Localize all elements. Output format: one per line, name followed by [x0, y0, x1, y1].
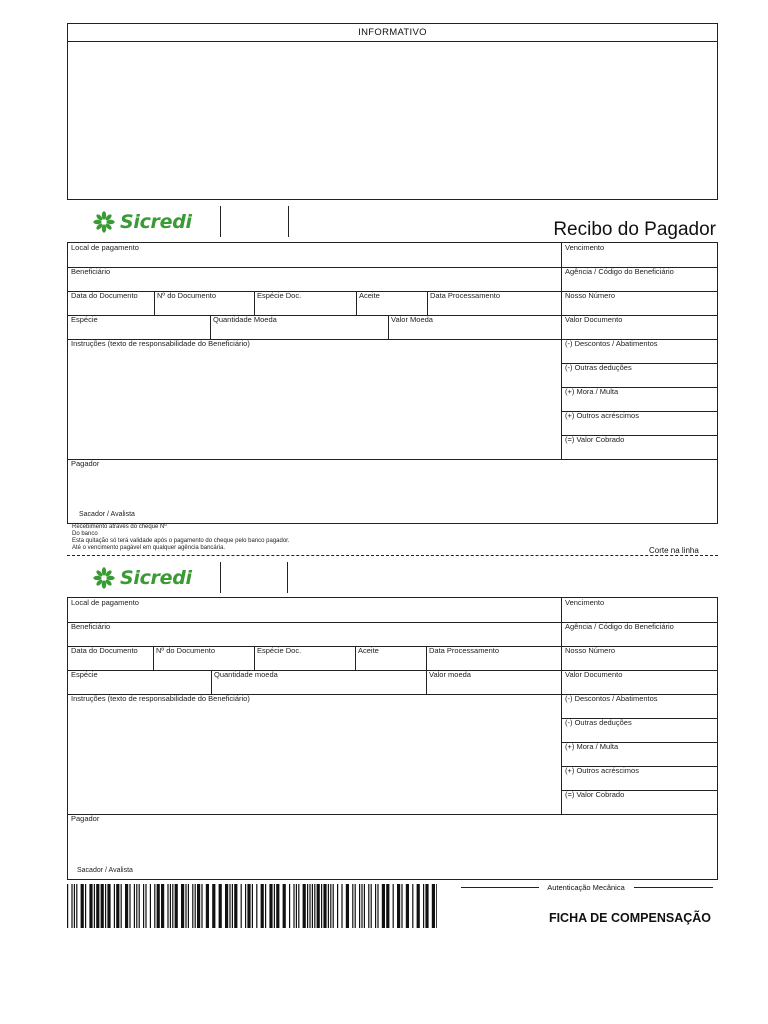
barcode-bar: [368, 884, 369, 928]
barcode-bar: [423, 884, 424, 928]
barcode-bar: [105, 884, 106, 928]
barcode-bar: [85, 884, 86, 928]
barcode-bar: [232, 884, 233, 928]
barcode-bar: [352, 884, 353, 928]
barcode-bar: [101, 884, 104, 928]
barcode-bar: [212, 884, 215, 928]
barcode-bar: [139, 884, 140, 928]
ficha-instrucoes-label: Instruções (texto de responsabilidade do Beneficiário): [71, 694, 250, 703]
recibo-note-cheque: Recebimento através do cheque Nº: [72, 524, 167, 530]
recibo-outras-deducoes-label: (-) Outras deduções: [565, 363, 632, 372]
autenticacao-line-right: [634, 887, 713, 888]
ficha-data-processamento-label: Data Processamento: [429, 646, 500, 655]
barcode-bar: [206, 884, 209, 928]
recibo-valor-documento-label: Valor Documento: [565, 315, 623, 324]
barcode-bar: [94, 884, 95, 928]
barcode-bar: [154, 884, 155, 928]
barcode-bar: [89, 884, 92, 928]
barcode-bar: [337, 884, 338, 928]
informativo-title: INFORMATIVO: [358, 27, 427, 38]
barcode-bar: [436, 884, 437, 928]
barcode-bar: [303, 884, 306, 928]
ficha-outros-acrescimos-label: (+) Outros acréscimos: [565, 766, 639, 775]
recibo-descontos-label: (-) Descontos / Abatimentos: [565, 339, 658, 348]
barcode-bar: [382, 884, 385, 928]
barcode-bar: [359, 884, 360, 928]
sicredi-logo-text: Sicredi: [120, 567, 192, 589]
bank-code-divider-right: [288, 206, 289, 237]
barcode-bar: [265, 884, 266, 928]
barcode-bar: [247, 884, 250, 928]
ficha-beneficiario-label: Beneficiário: [71, 622, 111, 631]
recibo-data-processamento-label: Data Processamento: [430, 291, 501, 300]
barcode-bar: [188, 884, 189, 928]
barcode-bar: [175, 884, 178, 928]
barcode-bar: [129, 884, 130, 928]
recibo-numero-documento-label: Nº do Documento: [157, 291, 217, 300]
ficha-sacador-label: Sacador / Avalista: [77, 867, 133, 874]
barcode-bar: [309, 884, 310, 928]
barcode-bar: [150, 884, 151, 928]
barcode-bar: [307, 884, 308, 928]
barcode-bar: [321, 884, 322, 928]
barcode-bar: [161, 884, 164, 928]
barcode-bar: [393, 884, 394, 928]
barcode-bar: [417, 884, 420, 928]
recibo-title: Recibo do Pagador: [553, 219, 716, 240]
barcode-bar: [136, 884, 137, 928]
recibo-aceite-label: Aceite: [359, 291, 380, 300]
barcode-bar: [143, 884, 144, 928]
barcode-bar: [377, 884, 378, 928]
ficha-bank-code-divider-left: [220, 562, 221, 593]
barcode-bar: [361, 884, 362, 928]
barcode-bar: [74, 884, 75, 928]
recibo-quantidade-moeda-label: Quantidade Moeda: [213, 315, 277, 324]
recibo-valor-moeda-label: Valor Moeda: [391, 315, 433, 324]
barcode-bar: [107, 884, 110, 928]
cut-line: [67, 555, 718, 556]
barcode-bar: [170, 884, 171, 928]
ficha-valor-moeda-label: Valor moeda: [429, 670, 471, 679]
barcode-bar: [375, 884, 376, 928]
barcode-bar: [397, 884, 400, 928]
barcode-bar: [116, 884, 119, 928]
ficha-quantidade-moeda-label: Quantidade moeda: [214, 670, 278, 679]
barcode-bar: [252, 884, 253, 928]
bank-code-divider-left: [220, 206, 221, 237]
barcode-bar: [225, 884, 228, 928]
recibo-pagador-label: Pagador: [71, 459, 100, 468]
recibo-form: [67, 242, 718, 524]
ficha-valor-cobrado-label: (=) Valor Cobrado: [565, 790, 625, 799]
barcode-bar: [386, 884, 389, 928]
barcode-bar: [157, 884, 160, 928]
barcode-bar: [412, 884, 413, 928]
barcode-bar: [333, 884, 334, 928]
barcode-bar: [274, 884, 275, 928]
ficha-agencia-label: Agência / Código do Beneficiário: [565, 622, 674, 631]
barcode-bar: [312, 884, 313, 928]
recibo-local-pagamento-label: Local de pagamento: [71, 243, 139, 252]
barcode-bar: [432, 884, 435, 928]
barcode-bar: [96, 884, 99, 928]
recibo-outros-acrescimos-label: (+) Outros acréscimos: [565, 411, 639, 420]
ficha-mora-multa-label: (+) Mora / Multa: [565, 742, 619, 751]
recibo-mora-multa-label: (+) Mora / Multa: [565, 387, 619, 396]
barcode-bar: [364, 884, 365, 928]
barcode-bar: [195, 884, 196, 928]
ficha-data-documento-label: Data do Documento: [71, 646, 138, 655]
barcode-bar: [125, 884, 128, 928]
recibo-valor-cobrado-label: (=) Valor Cobrado: [565, 435, 625, 444]
ficha-bank-code-divider-right: [287, 562, 288, 593]
recibo-nosso-numero-label: Nosso Número: [565, 291, 616, 300]
recibo-data-documento-label: Data do Documento: [71, 291, 138, 300]
recibo-note-banco: Do banco: [72, 531, 98, 537]
barcode-bar: [261, 884, 264, 928]
barcode-bar: [241, 884, 242, 928]
barcode-bar: [323, 884, 326, 928]
barcode-bar: [296, 884, 297, 928]
sicredi-logo-icon: [92, 210, 116, 234]
barcode-bar: [317, 884, 320, 928]
ficha-descontos-label: (-) Descontos / Abatimentos: [565, 694, 658, 703]
barcode-bar: [229, 884, 230, 928]
cut-line-label: Corte na linha: [649, 546, 699, 555]
barcode-bar: [185, 884, 186, 928]
sicredi-logo-text: Sicredi: [120, 211, 192, 233]
barcode-bar: [181, 884, 184, 928]
sicredi-logo-ficha: [92, 565, 192, 591]
barcode-bar: [201, 884, 202, 928]
barcode-bar: [276, 884, 279, 928]
ficha-pagador-label: Pagador: [71, 814, 100, 823]
barcode-bar: [67, 884, 68, 928]
barcode-bar: [192, 884, 193, 928]
recibo-note-quitacao: Esta quitação só terá validade após o pagamento do cheque pelo banco pagador.: [72, 538, 290, 544]
sicredi-logo-icon: [92, 566, 116, 590]
barcode-bar: [289, 884, 290, 928]
recibo-beneficiario-label: Beneficiário: [71, 267, 111, 276]
barcode-bar: [283, 884, 286, 928]
barcode-bar: [330, 884, 331, 928]
informativo-box: [67, 23, 718, 200]
barcode-bar: [81, 884, 84, 928]
barcode-bar: [425, 884, 428, 928]
recibo-note-vencimento: Até o vencimento pagável em qualquer agência bancária.: [72, 545, 226, 551]
recibo-especie-label: Espécie: [71, 315, 98, 324]
barcode-bar: [401, 884, 402, 928]
barcode-bar: [167, 884, 168, 928]
barcode-bar: [341, 884, 342, 928]
barcode-bar: [256, 884, 257, 928]
ficha-local-pagamento-label: Local de pagamento: [71, 598, 139, 607]
autenticacao-label: Autenticação Mecânica: [547, 883, 625, 892]
barcode-bar: [145, 884, 146, 928]
barcode-bar: [346, 884, 349, 928]
barcode-bar: [71, 884, 72, 928]
recibo-sacador-label: Sacador / Avalista: [79, 511, 135, 518]
ficha-especie-label: Espécie: [71, 670, 98, 679]
ficha-nosso-numero-label: Nosso Número: [565, 646, 616, 655]
barcode-bar: [314, 884, 315, 928]
ficha-form: [67, 597, 718, 880]
barcode-bar: [219, 884, 222, 928]
barcode-bar: [269, 884, 272, 928]
ficha-title: FICHA DE COMPENSAÇÃO: [548, 911, 711, 925]
ficha-valor-documento-label: Valor Documento: [565, 670, 623, 679]
barcode-bar: [293, 884, 294, 928]
barcode-bar: [298, 884, 299, 928]
barcode-bar: [76, 884, 77, 928]
recibo-agencia-label: Agência / Código do Beneficiário: [565, 267, 674, 276]
sicredi-logo: [92, 209, 192, 235]
ficha-outras-deducoes-label: (-) Outras deduções: [565, 718, 632, 727]
recibo-especie-doc-label: Espécie Doc.: [257, 291, 302, 300]
ficha-aceite-label: Aceite: [358, 646, 379, 655]
barcode-bar: [245, 884, 246, 928]
ficha-especie-doc-label: Espécie Doc.: [257, 646, 302, 655]
barcode-bar: [197, 884, 200, 928]
barcode-bar: [172, 884, 173, 928]
informativo-divider: [68, 41, 717, 42]
barcode-bar: [406, 884, 409, 928]
autenticacao-line-left: [461, 887, 539, 888]
recibo-instrucoes-label: Instruções (texto de responsabilidade do Beneficiário): [71, 339, 250, 348]
barcode-bar: [328, 884, 329, 928]
recibo-vencimento-label: Vencimento: [565, 243, 605, 252]
barcode-bar: [114, 884, 115, 928]
ficha-numero-documento-label: Nº do Documento: [156, 646, 216, 655]
barcode-bar: [355, 884, 356, 928]
barcode-bar: [121, 884, 122, 928]
barcode-bar: [234, 884, 237, 928]
ficha-vencimento-label: Vencimento: [565, 598, 605, 607]
barcode-bar: [371, 884, 372, 928]
barcode: [67, 884, 437, 928]
barcode-bar: [134, 884, 135, 928]
